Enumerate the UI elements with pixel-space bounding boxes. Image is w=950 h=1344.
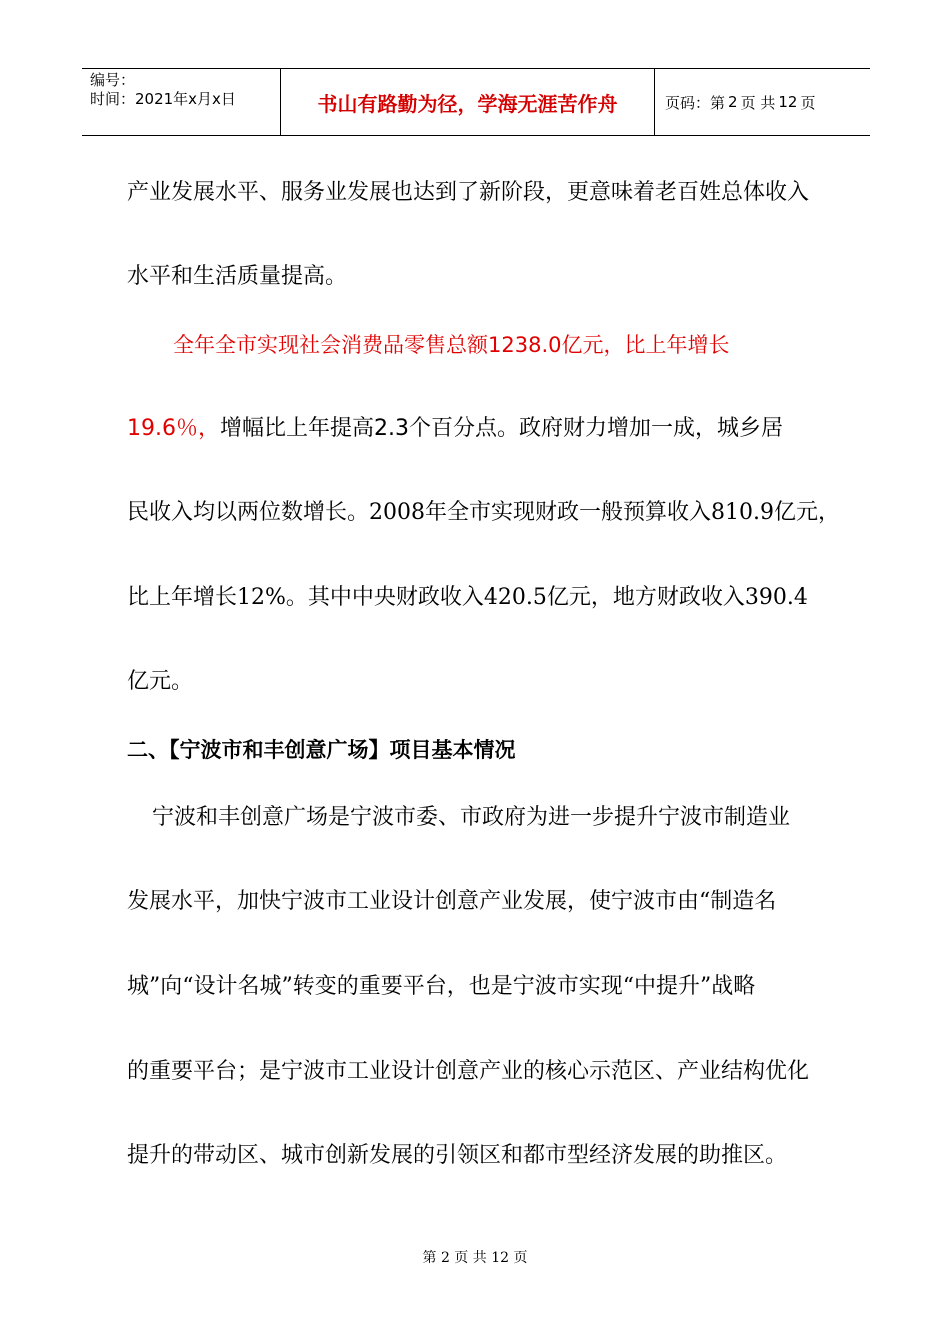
page-suffix: 页 xyxy=(800,93,816,112)
body-line-4-rest: 增幅比上年提高2.3个百分点。政府财力增加一成，城乡居 xyxy=(220,416,783,441)
section-heading: 二、【宁波市和丰创意广场】项目基本情况 xyxy=(127,738,516,762)
body-line-2: 水平和生活质量提高。 xyxy=(127,264,348,289)
time-label: 时间：2021年x月x日 xyxy=(90,90,236,108)
page-total: 12 xyxy=(778,93,798,111)
page-prefix: 页码：第 xyxy=(665,93,726,112)
body-line-3: 全年全市实现社会消费品零售总额1238.0亿元，比上年增长 xyxy=(173,333,730,357)
body-line-12: 提升的带动区、城市创新发展的引领区和都市型经济发展的助推区。 xyxy=(127,1143,788,1168)
page-footer: 第 2 页 共 12 页 xyxy=(422,1250,528,1266)
growth-rate: 19.6％， xyxy=(127,416,220,441)
page-current: 2 xyxy=(728,93,738,111)
body-line-6: 比上年增长12%。其中中央财政收入420.5亿元，地方财政收入390.4 xyxy=(127,585,808,610)
body-line-4 xyxy=(127,414,827,444)
body-line-9: 发展水平，加快宁波市工业设计创意产业发展，使宁波市由“制造名 xyxy=(127,889,777,914)
body-line-11: 的重要平台；是宁波市工业设计创意产业的核心示范区、产业结构优化 xyxy=(127,1059,810,1084)
page-header xyxy=(82,68,870,136)
page-mid: 页 共 xyxy=(740,93,776,112)
body-line-1: 产业发展水平、服务业发展也达到了新阶段，更意味着老百姓总体收入 xyxy=(127,180,810,205)
body-line-5: 民收入均以两位数增长。2008年全市实现财政一般预算收入810.9亿元， xyxy=(127,500,840,525)
header-page-info xyxy=(655,69,870,135)
header-motto: 书山有路勤为径，学海无涯苦作舟 xyxy=(281,69,655,135)
body-line-7: 亿元。 xyxy=(127,669,194,694)
body-line-8: 宁波和丰创意广场是宁波市委、市政府为进一步提升宁波市制造业 xyxy=(152,805,791,830)
body-line-10: 城”向“设计名城”转变的重要平台，也是宁波市实现“中提升”战略 xyxy=(127,974,756,999)
header-meta xyxy=(82,69,281,135)
number-label: 编号： xyxy=(90,71,136,89)
